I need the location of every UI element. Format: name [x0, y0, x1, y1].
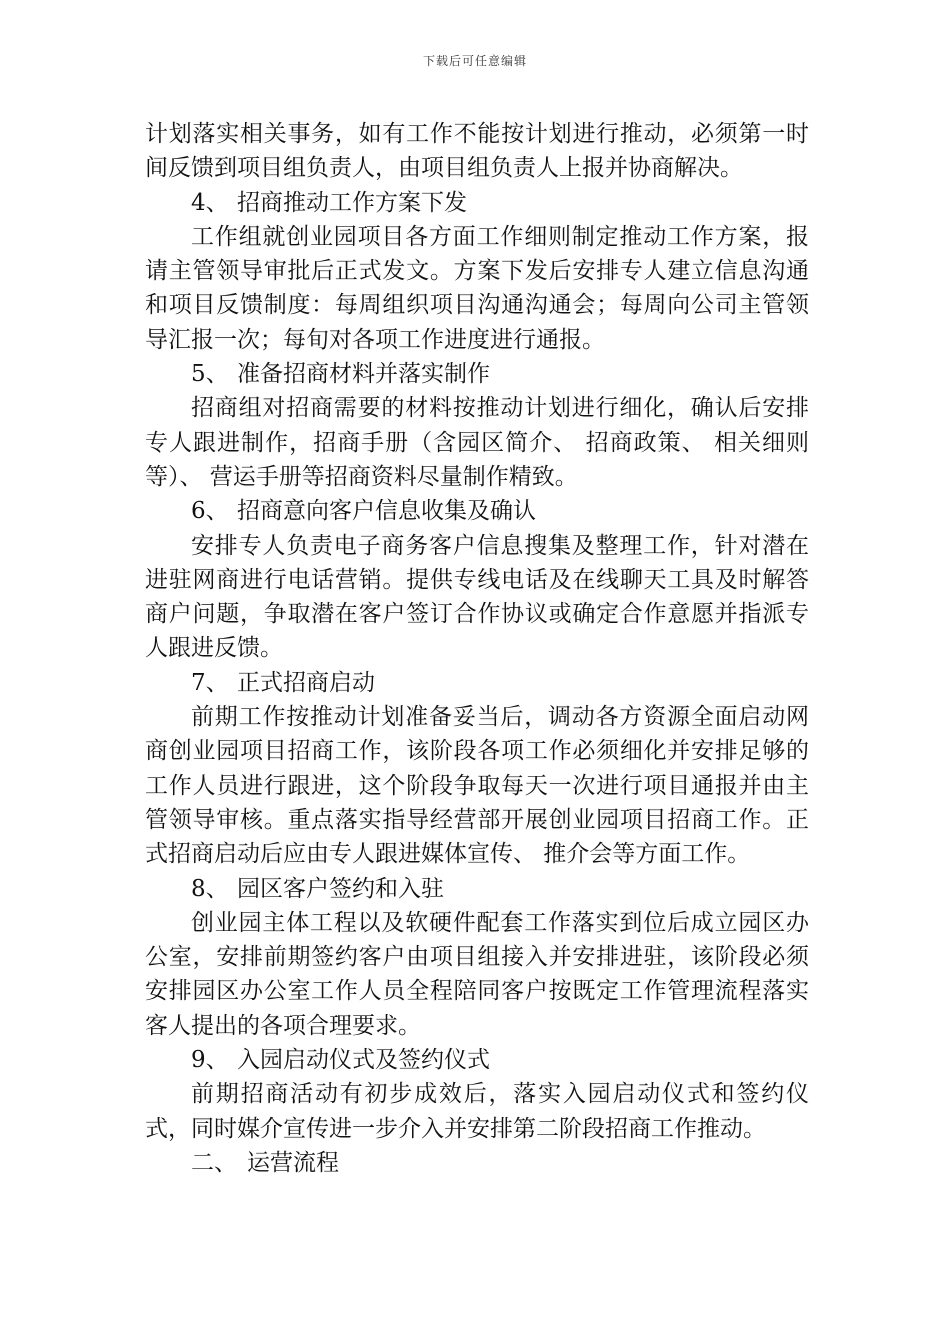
heading-number: 6、 [191, 498, 229, 525]
paragraph-intro: 计划落实相关事务，如有工作不能按计划进行推动，必须第一时间反馈到项目组负责人，由项目组负责人上报并协商解决。 [145, 121, 809, 182]
paragraph-5: 招商组对招商需要的材料按推动计划进行细化，确认后安排专人跟进制作，招商手册（含园区简介、 招商政策、 相关细则等）、 营运手册等招商资料尽量制作精致。 [145, 395, 809, 490]
section-heading-operations [145, 1146, 809, 1180]
heading-title: 正式招商启动 [237, 669, 375, 696]
heading-number: 9、 [191, 1047, 229, 1074]
heading-title: 园区客户签约和入驻 [237, 875, 444, 902]
heading-title: 入园启动仪式及签约仪式 [237, 1047, 490, 1074]
paragraph-7: 前期工作按推动计划准备妥当后，调动各方资源全面启动网商创业园项目招商工作，该阶段各项工作必须细化并安排足够的工作人员进行跟进，这个阶段争取每天一次进行项目通报并由主管领导审核。重点落实指导经营部开展创业园项目招商工作。正式招商启动后应由专人跟进媒体宣传、 推介会等方面工作。 [145, 704, 809, 868]
heading-number: 二、 [191, 1149, 237, 1176]
paragraph-9: 前期招商活动有初步成效后，落实入园启动仪式和签约仪式，同时媒介宣传进一步介入并安排第二阶段招商工作推动。 [145, 1081, 809, 1142]
heading-title: 招商推动工作方案下发 [237, 189, 467, 216]
heading-number: 8、 [191, 875, 229, 902]
heading-7 [145, 666, 809, 700]
page-header: 下载后可任意编辑 [422, 54, 527, 68]
heading-4 [145, 186, 809, 220]
heading-title: 准备招商材料并落实制作 [237, 361, 490, 388]
heading-number: 5、 [191, 361, 229, 388]
heading-8 [145, 872, 809, 906]
heading-5 [145, 357, 809, 391]
heading-number: 7、 [191, 669, 229, 696]
heading-number: 4、 [191, 189, 229, 216]
paragraph-8: 创业园主体工程以及软硬件配套工作落实到位后成立园区办公室，安排前期签约客户由项目组接入并安排进驻，该阶段必须安排园区办公室工作人员全程陪同客户按既定工作管理流程落实客人提出的各项合理要求。 [145, 909, 809, 1039]
paragraph-4: 工作组就创业园项目各方面工作细则制定推动工作方案，报请主管领导审批后正式发文。方案下发后安排专人建立信息沟通和项目反馈制度：每周组织项目沟通沟通会；每周向公司主管领导汇报一次；每旬对各项工作进度进行通报。 [145, 223, 809, 353]
paragraph-6: 安排专人负责电子商务客户信息搜集及整理工作，针对潜在进驻网商进行电话营销。提供专线电话及在线聊天工具及时解答商户问题，争取潜在客户签订合作协议或确定合作意愿并指派专人跟进反馈。 [145, 532, 809, 662]
document-body [145, 117, 809, 1180]
heading-6 [145, 494, 809, 528]
heading-9 [145, 1043, 809, 1077]
heading-title: 招商意向客户信息收集及确认 [237, 498, 536, 525]
heading-title: 运营流程 [247, 1149, 339, 1176]
